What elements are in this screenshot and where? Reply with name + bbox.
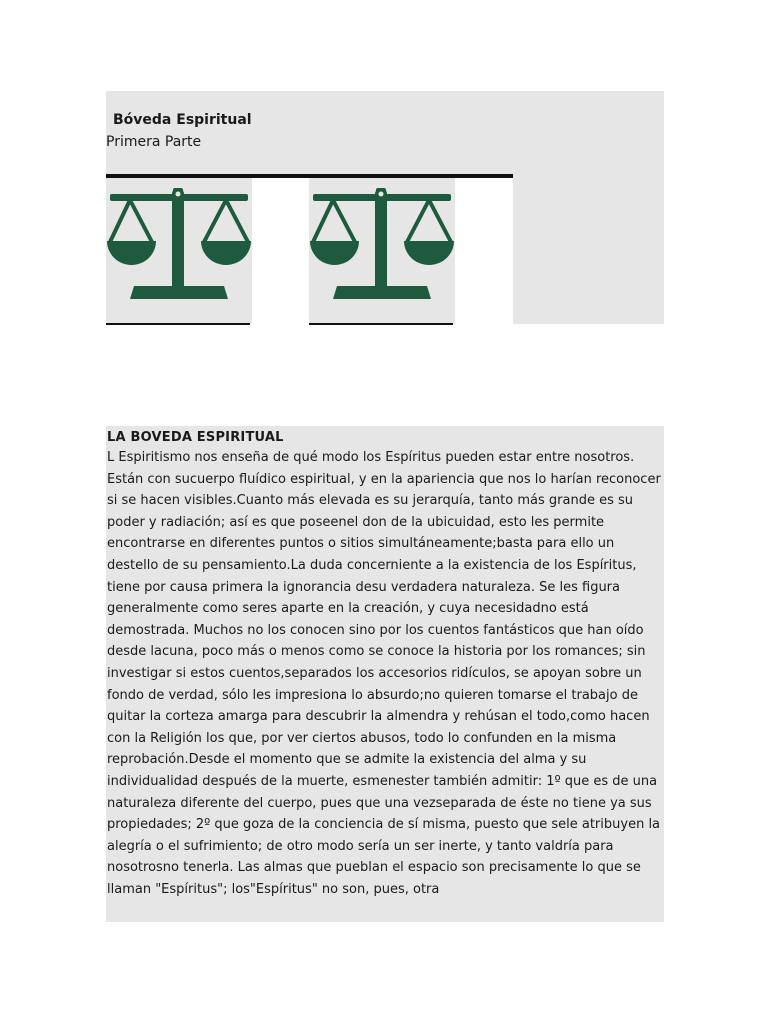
article-block xyxy=(106,426,664,922)
document-title: Bóveda Espiritual xyxy=(113,112,252,128)
image-gap xyxy=(455,178,513,324)
image-bottom-rule xyxy=(106,323,250,325)
article-body: L Espiritismo nos enseña de qué modo los Espíritus pueden estar entre nosotros. Están con sucuerpo fluídico espiritual, y en la apariencia que nos lo harían reconocer si se hacen visibles.Cuanto más elevada es su jerarquía, tanto más grande es su poder y radiación; así es que poseenel don de la ubicuidad, esto les permite encontrarse en diferentes puntos o sitios simultáneamente;basta para ello un destello de su pensamiento.La duda concerniente a la existencia de los Espíritus, tiene por causa primera la ignorancia desu verdadera naturaleza. Se les figura generalmente como seres aparte en la creación, y cuya necesidadno está demostrada. Muchos no los conocen sino por los cuentos fantásticos que han oído desde lacuna, poco más o menos como se conoce la historia por los romances; sin investigar si estos cuentos,separados los accesorios ridículos, se apoyan sobre un fondo de verdad, sólo les impresiona lo absurdo;no quieren tomarse el trabajo de quitar la corteza amarga para descubrir la almendra y rehúsan el todo,como hacen con la Religión los que, por ver ciertos abusos, todo lo confunden en la misma reprobación.Desde el momento que se admite la existencia del alma y su individualidad después de la muerte, esmenester también admitir: 1º que es de una naturaleza diferente del cuerpo, pues que una vezseparada de éste no tiene ya sus propiedades; 2º que goza de la conciencia de sí misma, puesto que sele atribuyen la alegría o el sufrimiento; de otro modo sería un ser inerte, y tanto valdría para nosotrosno tenerla. Las almas que pueblan el espacio son precisamente lo que se llaman "Espíritus"; los"Espíritus" no son, pues, otra xyxy=(107,450,661,897)
balance-scale-icon xyxy=(106,178,252,324)
image-gap xyxy=(252,178,309,324)
balance-scale-icon xyxy=(309,178,455,324)
scale-image-right xyxy=(309,178,455,324)
document-subtitle: Primera Parte xyxy=(106,134,202,150)
article-heading: LA BOVEDA ESPIRITUAL xyxy=(107,430,284,445)
scale-image-left xyxy=(106,178,252,324)
header-block xyxy=(106,91,664,324)
image-bottom-rule xyxy=(309,323,453,325)
